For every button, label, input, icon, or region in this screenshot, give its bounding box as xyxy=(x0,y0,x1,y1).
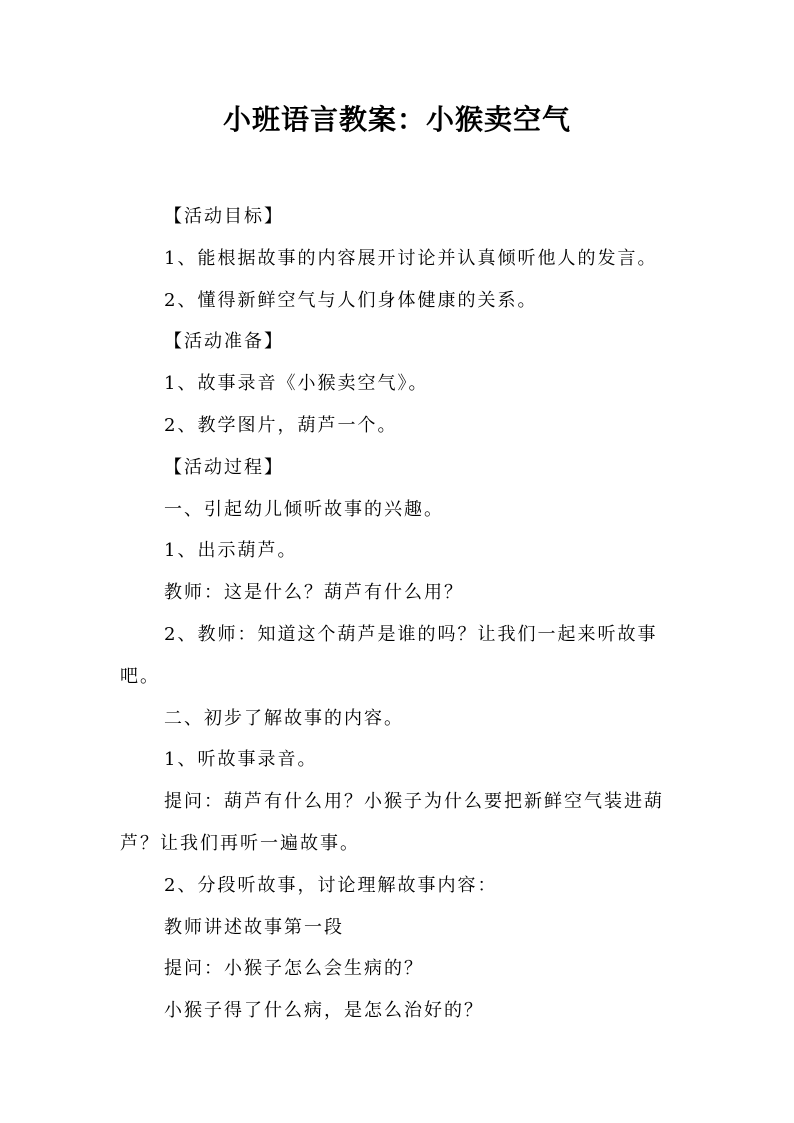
paragraph: 2、教学图片，葫芦一个。 xyxy=(164,414,398,436)
paragraph: 2、分段听故事，讨论理解故事内容： xyxy=(164,874,498,896)
section-heading-preparation: 【活动准备】 xyxy=(164,331,284,353)
paragraph: 2、教师：知道这个葫芦是谁的吗？让我们一起来听故事吧。 xyxy=(120,623,658,687)
paragraph: 教师讲述故事第一段 xyxy=(164,916,344,938)
paragraph: 二、初步了解故事的内容。 xyxy=(164,707,404,729)
paragraph: 教师：这是什么？葫芦有什么用？ xyxy=(164,582,464,604)
paragraph: 1、出示葫芦。 xyxy=(164,540,298,562)
paragraph: 1、故事录音《小猴卖空气》。 xyxy=(164,373,429,395)
paragraph: 1、能根据故事的内容展开讨论并认真倾听他人的发言。 xyxy=(164,247,658,269)
paragraph: 小猴子得了什么病，是怎么治好的？ xyxy=(164,1000,484,1022)
page-title: 小班语言教案：小猴卖空气 xyxy=(222,103,571,136)
document-body xyxy=(120,196,680,1032)
paragraph: 一、引起幼儿倾听故事的兴趣。 xyxy=(164,498,444,520)
paragraph: 2、懂得新鲜空气与人们身体健康的关系。 xyxy=(164,289,538,311)
paragraph: 提问：葫芦有什么用？小猴子为什么要把新鲜空气装进葫芦？让我们再听一遍故事。 xyxy=(120,791,664,854)
paragraph: 提问：小猴子怎么会生病的？ xyxy=(164,958,424,980)
section-heading-process: 【活动过程】 xyxy=(164,456,284,478)
section-heading-goals: 【活动目标】 xyxy=(164,206,284,227)
paragraph: 1、听故事录音。 xyxy=(164,749,318,771)
